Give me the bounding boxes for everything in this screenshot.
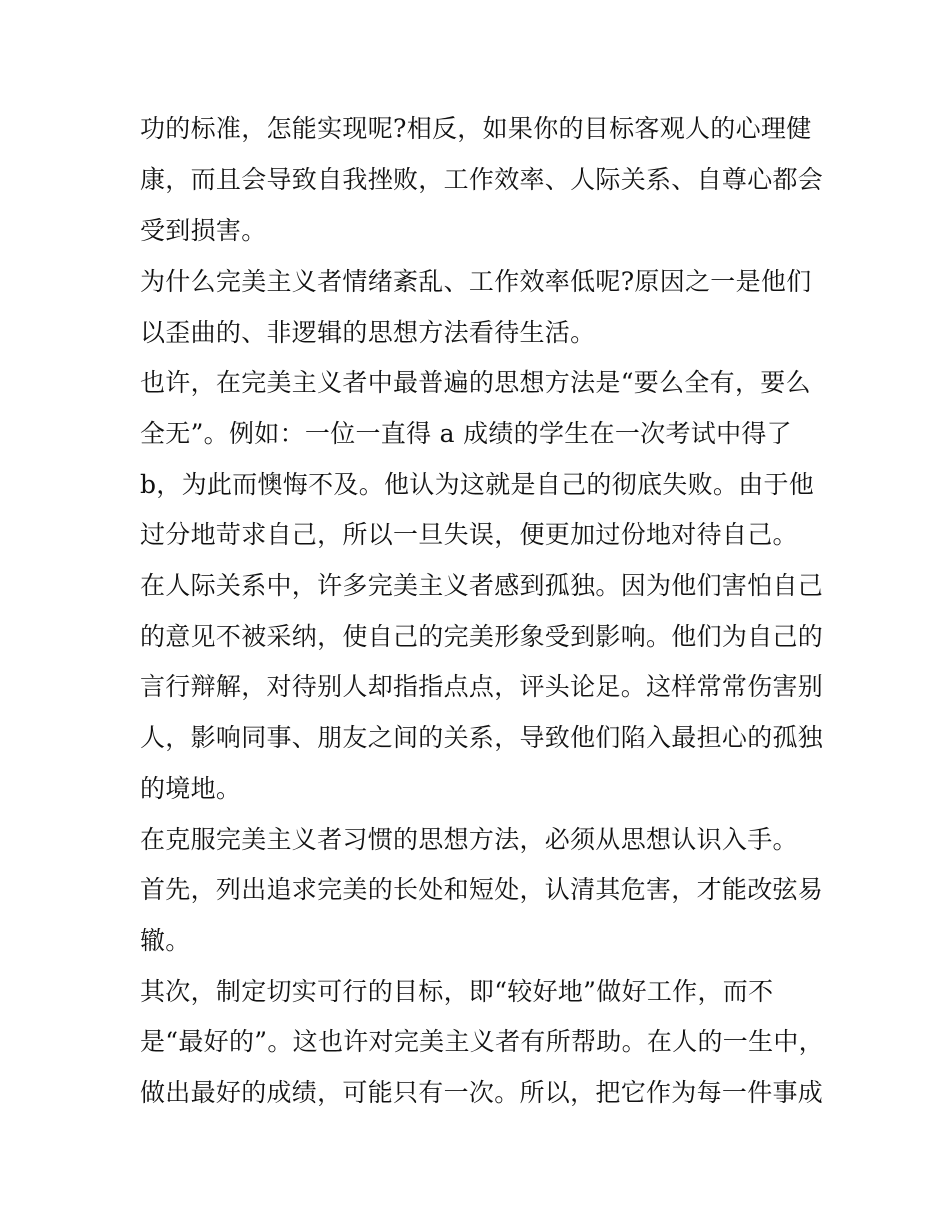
- text-line: 以歪曲的、非逻辑的思想方法看待生活。: [140, 318, 596, 347]
- text-line: b，为此而懊悔不及。他认为这就是自己的彻底失败。由于他: [140, 470, 815, 499]
- text-line: 在克服完美主义者习惯的思想方法，必须从思想认识入手。: [140, 825, 798, 854]
- text-line: 言行辩解，对待别人却指指点点，评头论足。这样常常伤害别: [140, 672, 824, 701]
- text-line: 康，而且会导致自我挫败，工作效率、人际关系、自尊心都会: [140, 165, 824, 194]
- text-line: 辙。: [140, 926, 191, 955]
- text-line: 首先，列出追求完美的长处和短处，认清其危害，才能改弦易: [140, 875, 824, 904]
- text-line: 过分地苛求自己，所以一旦失误，便更加过份地对待自己。: [140, 520, 798, 549]
- text-line: 为什么完美主义者情绪紊乱、工作效率低呢?原因之一是他们: [140, 267, 812, 296]
- text-line: 的意见不被采纳，使自己的完美形象受到影响。他们为自己的: [140, 622, 824, 651]
- text-line: 在人际关系中，许多完美主义者感到孤独。因为他们害怕自己: [140, 571, 824, 600]
- text-line: 做出最好的成绩，可能只有一次。所以，把它作为每一件事成: [140, 1078, 824, 1107]
- text-line: 是“最好的”。这也许对完美主义者有所帮助。在人的一生中，: [140, 1027, 824, 1056]
- text-line: 其次，制定切实可行的目标，即“较好地”做好工作，而不: [140, 977, 774, 1006]
- text-line: 全无”。例如：一位一直得 a 成绩的学生在一次考试中得了: [140, 419, 792, 448]
- text-line: 的境地。: [140, 774, 242, 803]
- text-line: 受到损害。: [140, 216, 267, 245]
- text-line: 也许，在完美主义者中最普遍的思想方法是“要么全有，要么: [140, 368, 811, 397]
- text-line: 人，影响同事、朋友之间的关系，导致他们陷入最担心的孤独: [140, 723, 824, 752]
- text-line: 功的标准，怎能实现呢?相反，如果你的目标客观人的心理健: [140, 114, 812, 143]
